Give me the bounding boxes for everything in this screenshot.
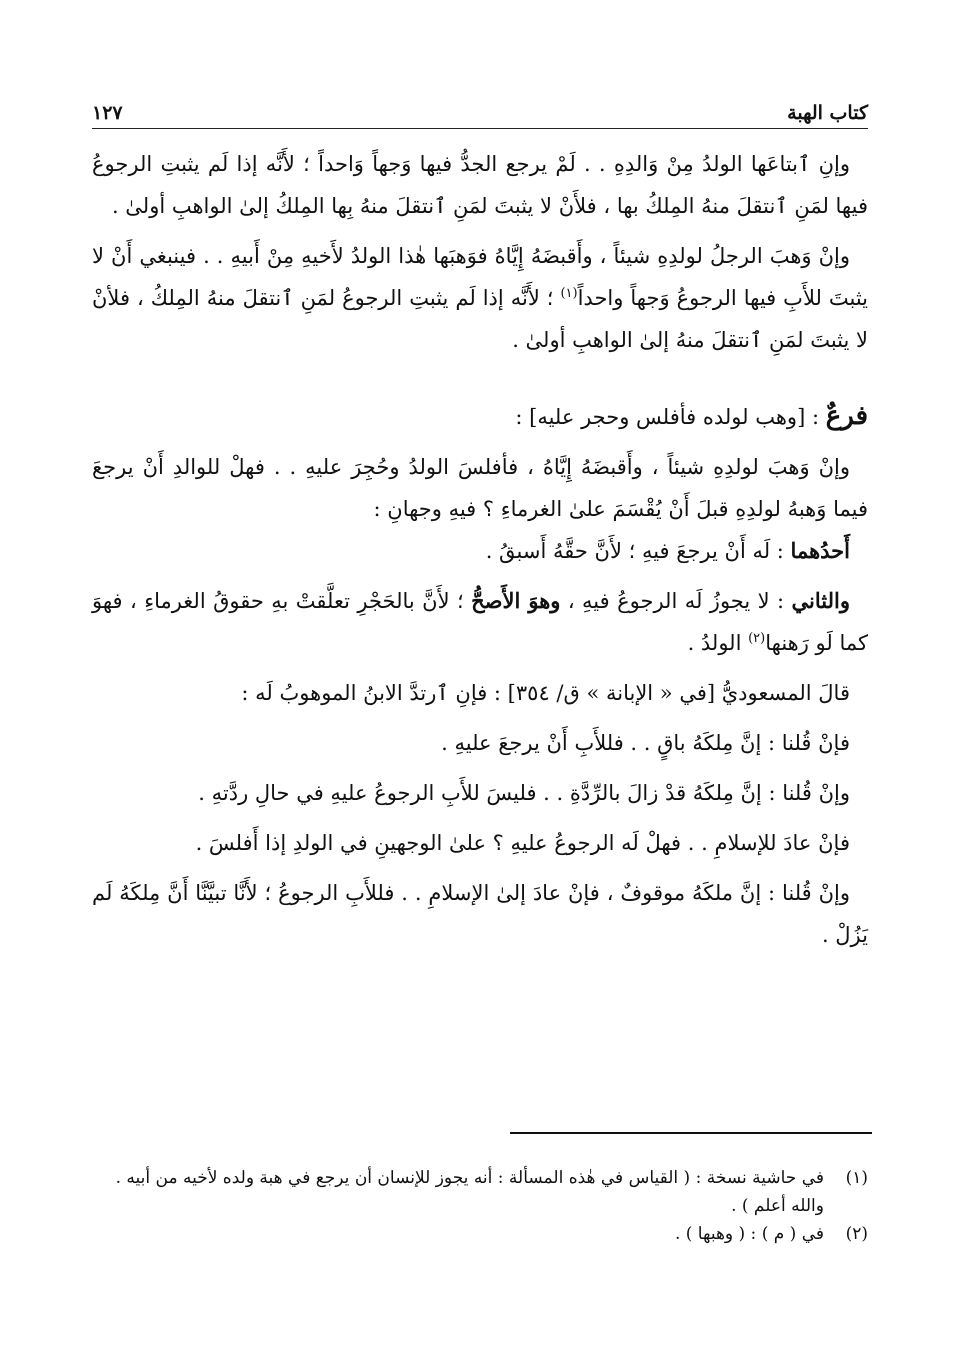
paragraph-2-part-b: ؛ لأَنَّه إذا لَم يثبتِ الرجوعُ لمَنِ ٱنتقلَ منهُ المِلكُ ، فلأنْ لا يثبتَ لمَنِ ٱنتقلَ منهُ إلىٰ الواهبِ أولىٰ .: [92, 286, 868, 352]
paragraph-7: فإنْ قُلنا : إنَّ مِلكَهُ باقٍ . . فللأَبِ أَنْ يرجعَ عليهِ .: [441, 731, 850, 755]
main-text: [92, 143, 868, 956]
page-number: ١٢٧: [92, 102, 123, 124]
paragraph-10: وإنْ قُلنا : إنَّ ملكَهُ موقوفٌ ، فإنْ عادَ إلىٰ الإسلامِ . . فللأَبِ الرجوعُ ؛ لأَنَّا تبيَّنَّا أَنَّ مِلكَهُ لَم يَزُلْ .: [92, 881, 868, 947]
paragraph-4: [92, 530, 868, 572]
footnote-2: [92, 1220, 868, 1248]
footnote-1-number: (١): [845, 1168, 868, 1188]
preferred-view: وهوَ الأَصحُّ: [471, 588, 561, 613]
paragraph-1: وإنِ ٱبتاعَها الولدُ مِنْ وَالدِهِ . . لَمْ يرجع الجدُّ فيها وَجهاً وَاحداً ؛ لأَنَّه إذا لَم يثبتِ الرجوعُ فيها لمَنِ ٱنتقلَ منهُ المِلكُ بها ، فلأَنْ لا يثبتَ لمَنِ ٱنتقلَ منهُ بِها المِلكُ إلىٰ الواهبِ أولىٰ .: [92, 152, 868, 218]
second-view-part-c: الولدُ .: [687, 631, 749, 655]
paragraph-2: [92, 235, 868, 361]
footnote-ref-1: (١): [560, 286, 578, 301]
second-view-part-a: : لا يجوزُ لَه الرجوعُ فيهِ ،: [560, 589, 792, 613]
paragraph-9: فإنْ عادَ للإسلامِ . . فهلْ لَه الرجوعُ عليهِ ؟ علىٰ الوجهينِ في الولدِ إذا أَفلسَ .: [195, 831, 850, 855]
footnote-1-text: في حاشية نسخة : ( القياس في هٰذه المسألة : أنه يجوز للإنسان أن يرجع في هبة ولده لأخيه من أبيه . والله أعلم ) .: [115, 1168, 824, 1216]
footnote-1: [92, 1164, 868, 1220]
paragraph-6: قالَ المسعوديُّ [في « الإبانة » ق/ ٣٥٤] : فإنِ ٱرتدَّ الابنُ الموهوبُ لَه :: [241, 681, 850, 705]
second-view-part-b: ؛ لأَنَّ بالحَجْرِ تعلَّقتْ بهِ حقوقُ الغرماءِ ، فهوَ كما لَو رَهنها: [92, 589, 868, 655]
running-header: [92, 86, 868, 129]
book-title: كتاب الهبة: [787, 102, 868, 124]
second-view-label: والثاني: [791, 588, 850, 613]
paragraph-8: وإنْ قُلنا : إنَّ مِلكَهُ قدْ زالَ بالرِّدَّةِ . . فليسَ للأَبِ الرجوعُ عليهِ في حالِ ردَّتهِ .: [198, 781, 850, 805]
section-label: فرعٌ: [825, 401, 868, 431]
paragraph-5: [92, 580, 868, 664]
first-view-label: أَحدُهما: [790, 538, 850, 563]
section-title: : [وهب لولده فأفلس وحجر عليه] :: [515, 405, 826, 429]
footnote-2-number: (٢): [845, 1224, 868, 1244]
paragraph-2-part-a: وإنْ وَهبَ الرجلُ لولدِهِ شيئاً ، وأَقبضَهُ إِيَّاهُ فوَهبَها هٰذا الولدُ لأَخيهِ مِنْ أَبيهِ . . فينبغي أَنْ لا يثبتَ للأَبِ فيها الرجوعُ وَجهاً واحداً: [92, 244, 868, 310]
footnote-ref-2: (٢): [748, 631, 766, 646]
first-view-text: : لَه أَنْ يرجعَ فيهِ ؛ لأَنَّ حقَّهُ أَسبقُ .: [485, 539, 791, 563]
paragraph-3: وإنْ وَهبَ لولدِهِ شيئاً ، وأَقبضَهُ إِيَّاهُ ، فأفلسَ الولدُ وحُجِرَ عليهِ . . فهلْ للوالدِ أَنْ يرجعَ فيما وَهبهُ لولدِهِ قبلَ أَنْ يُقْسَمَ علىٰ الغرماءِ ؟ فيهِ وجهانِ :: [92, 455, 868, 521]
section-heading: [92, 395, 868, 438]
footnote-divider: [510, 1132, 872, 1134]
footnotes: [92, 1164, 868, 1248]
footnote-2-text: في ( م ) : ( وهبها ) .: [674, 1224, 824, 1244]
page: [92, 86, 868, 956]
